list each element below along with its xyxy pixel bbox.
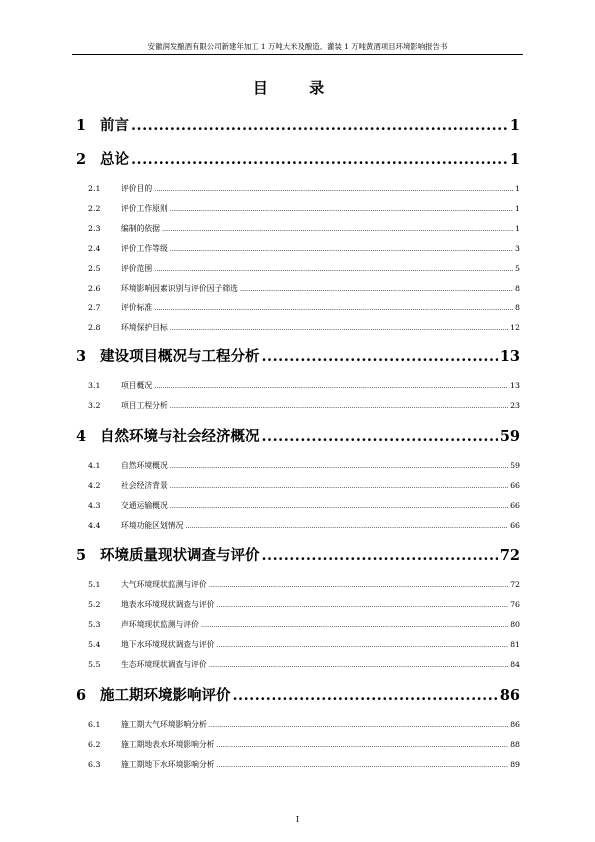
toc-chapter-entry[interactable] (76, 425, 520, 445)
chapter-number: 3 (76, 348, 87, 365)
toc-section-entry[interactable] (88, 759, 520, 771)
section-page: 88 (510, 739, 520, 749)
toc-section-entry[interactable] (88, 322, 520, 334)
section-page: 1 (515, 203, 520, 213)
chapter-number: 2 (76, 151, 87, 168)
toc-section-entry[interactable] (88, 739, 520, 751)
section-number: 2.2 (88, 203, 101, 213)
section-number: 5.4 (88, 639, 101, 649)
leader-dots (209, 721, 508, 729)
toc-section-entry[interactable] (88, 719, 520, 731)
section-number: 4.4 (88, 520, 101, 530)
leader-dots (201, 621, 508, 629)
section-page: 89 (510, 759, 520, 769)
chapter-page: 86 (499, 687, 520, 704)
toc-section-entry[interactable] (88, 599, 520, 611)
chapter-number: 6 (76, 687, 87, 704)
section-title: 施工期地表水环境影响分析 (121, 739, 215, 749)
leader-dots (240, 285, 513, 293)
section-page: 3 (515, 243, 520, 253)
toc-section-entry[interactable] (88, 283, 520, 295)
section-page: 23 (510, 400, 520, 410)
chapter-title: 总论 (100, 151, 129, 168)
leader-dots (170, 402, 508, 410)
leader-dots (154, 265, 513, 273)
section-page: 76 (510, 599, 520, 609)
chapter-number: 4 (76, 428, 87, 445)
toc-chapter-entry[interactable] (76, 148, 520, 168)
section-number: 3.2 (88, 400, 101, 410)
section-title: 评价工作原则 (121, 203, 168, 213)
section-title: 评价工作等级 (121, 243, 168, 253)
toc-chapter-entry[interactable] (76, 114, 520, 134)
toc-section-entry[interactable] (88, 500, 520, 512)
chapter-number: 1 (76, 117, 87, 134)
chapter-page: 1 (509, 151, 520, 168)
section-number: 3.1 (88, 381, 101, 390)
section-number: 4.2 (88, 480, 101, 490)
section-number: 5.3 (88, 619, 101, 629)
section-page: 81 (510, 639, 520, 649)
toc-chapter-entry[interactable] (76, 544, 520, 564)
section-page: 5 (515, 263, 520, 273)
leader-dots (262, 547, 498, 564)
section-number: 5.1 (88, 580, 101, 589)
section-page: 1 (515, 223, 520, 233)
chapter-page: 13 (499, 348, 520, 365)
section-title: 施工期地下水环境影响分析 (121, 759, 215, 769)
section-number: 2.8 (88, 323, 101, 333)
section-number: 2.6 (88, 283, 101, 293)
leader-dots (170, 502, 508, 510)
leader-dots (170, 245, 513, 253)
section-title: 环境影响因素识别与评价因子筛选 (121, 283, 238, 293)
section-number: 5.2 (88, 599, 101, 609)
section-title: 大气环境现状监测与评价 (121, 580, 207, 589)
section-title: 地表水环境现状调查与评价 (121, 599, 215, 609)
section-title: 环境功能区划情况 (121, 520, 184, 530)
section-page: 86 (510, 720, 520, 729)
leader-dots (262, 348, 498, 365)
leader-dots (170, 205, 513, 213)
chapter-title: 环境质量现状调查与评价 (100, 547, 260, 564)
section-page: 12 (510, 323, 520, 333)
chapter-page: 1 (509, 117, 520, 134)
toc-section-entry[interactable] (88, 619, 520, 631)
chapter-title: 建设项目概况与工程分析 (100, 348, 260, 365)
section-title: 声环境现状监测与评价 (121, 619, 199, 629)
section-number: 2.3 (88, 223, 101, 233)
header-rule (72, 54, 523, 55)
section-title: 交通运输概况 (121, 500, 168, 510)
leader-dots (217, 761, 509, 769)
section-title: 评价目的 (121, 184, 153, 193)
leader-dots (162, 225, 513, 233)
section-title: 自然环境概况 (121, 461, 168, 470)
section-title: 项目工程分析 (121, 400, 168, 410)
chapter-page: 72 (499, 547, 520, 564)
toc-section-entry[interactable] (88, 223, 520, 235)
section-number: 6.3 (88, 759, 101, 769)
toc-section-entry[interactable] (88, 400, 520, 412)
leader-dots (131, 117, 508, 134)
toc-section-entry[interactable] (88, 659, 520, 671)
leader-dots (170, 324, 508, 332)
leader-dots (217, 641, 509, 649)
leader-dots (217, 741, 509, 749)
toc-section-entry[interactable] (88, 639, 520, 651)
toc-section-entry[interactable] (88, 380, 520, 392)
chapter-title: 施工期环境影响评价 (100, 687, 231, 704)
section-page: 8 (515, 303, 520, 313)
leader-dots (170, 482, 508, 490)
toc-section-entry[interactable] (88, 480, 520, 492)
toc-section-entry[interactable] (88, 460, 520, 472)
toc-section-entry[interactable] (88, 203, 520, 215)
toc-section-entry[interactable] (88, 263, 520, 275)
section-page: 1 (515, 184, 520, 193)
section-number: 5.5 (88, 659, 101, 669)
section-title: 地下水环境现状调查与评价 (121, 639, 215, 649)
section-page: 66 (510, 480, 520, 490)
section-title: 评价标准 (121, 303, 153, 313)
toc-section-entry[interactable] (88, 183, 520, 195)
running-header: 安徽润发酿酒有限公司新建年加工 1 万吨大米及酿造、灌装 1 万吨黄酒项目环境影响报告书 (147, 42, 448, 51)
section-number: 4.3 (88, 500, 101, 510)
section-title: 施工期大气环境影响分析 (121, 720, 207, 729)
section-number: 6.1 (88, 720, 101, 729)
chapter-title: 自然环境与社会经济概况 (100, 428, 260, 445)
chapter-number: 5 (76, 547, 87, 564)
section-number: 2.7 (88, 303, 101, 313)
chapter-title: 前言 (100, 117, 129, 134)
section-number: 4.1 (88, 461, 101, 470)
section-title: 项目概况 (121, 381, 153, 390)
leader-dots (154, 382, 508, 390)
section-title: 评价范围 (121, 263, 153, 273)
chapter-page: 59 (499, 428, 520, 445)
section-page: 8 (515, 283, 520, 293)
section-page: 59 (510, 461, 520, 470)
section-number: 6.2 (88, 739, 101, 749)
leader-dots (209, 581, 508, 589)
toc-chapter-entry[interactable] (76, 684, 520, 704)
section-page: 84 (510, 659, 520, 669)
section-number: 2.1 (88, 184, 101, 193)
page-number: I (295, 815, 300, 824)
leader-dots (154, 304, 513, 312)
toc-chapter-entry[interactable] (76, 345, 520, 365)
section-title: 社会经济背景 (121, 480, 168, 490)
leader-dots (262, 428, 498, 445)
leader-dots (131, 151, 508, 168)
section-page: 66 (510, 500, 520, 510)
section-page: 13 (510, 381, 520, 390)
toc-section-entry[interactable] (88, 243, 520, 255)
leader-dots (217, 601, 509, 609)
section-number: 2.5 (88, 263, 101, 273)
section-number: 2.4 (88, 243, 101, 253)
leader-dots (154, 185, 513, 193)
section-title: 环境保护目标 (121, 323, 168, 333)
leader-dots (209, 661, 508, 669)
section-title: 生态环境现状调查与评价 (121, 659, 207, 669)
toc-title: 目 录 (252, 79, 343, 97)
section-title: 编制的依据 (121, 223, 160, 233)
toc-section-entry[interactable] (88, 520, 520, 532)
section-page: 66 (510, 520, 520, 530)
leader-dots (185, 522, 508, 530)
section-page: 72 (510, 580, 520, 589)
leader-dots (170, 462, 508, 470)
leader-dots (233, 687, 498, 704)
section-page: 80 (510, 619, 520, 629)
toc-section-entry[interactable] (88, 302, 520, 314)
toc-section-entry[interactable] (88, 579, 520, 591)
